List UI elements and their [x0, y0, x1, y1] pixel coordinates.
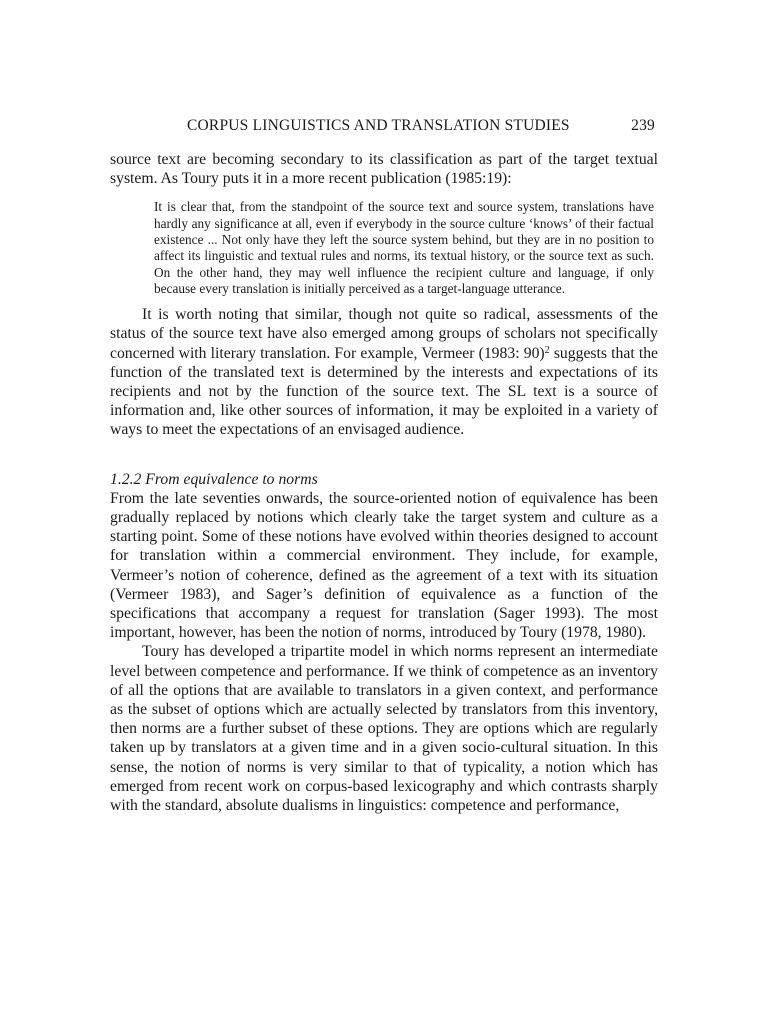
- paragraph-equivalence: From the late seventies onwards, the source-oriented notion of equivalence has been gradually replaced by notions which clearly take the target system and culture as a starting point. Some of these notions have evolved within theories designed to account for translation within a commercial environment. They include, for example, Vermeer’s notion of coherence, defined as the agreement of a text with its situation (Vermeer 1983), and Sager’s definition of equivalence as a function of the specifications that accompany a request for translation (Sager 1993). The most important, however, has been the notion of norms, introduced by Toury (1978, 1980).: [110, 489, 658, 642]
- running-head-title: CORPUS LINGUISTICS AND TRANSLATION STUDIES: [187, 117, 570, 134]
- block-quote: It is clear that, from the standpoint of the source text and source system, translations have hardly any significance at all, even if everybody in the source culture ‘knows’ of their factual existence ... Not only have they left the source system behind, but they are in no position to affect its linguistic and textual rules and norms, its textual history, or the source text as such. On the other hand, they may well influence the recipient culture and language, if only because every translation is initially perceived as a target-language utterance.: [154, 199, 654, 296]
- footnote-marker: 2: [544, 344, 550, 356]
- paragraph-norms: Toury has developed a tripartite model in which norms represent an intermediate level between competence and performance. If we think of competence as an inventory of all the options that are available to translators in a given context, and performance as the subset of options which are actually selected by translators from this inventory, then norms are a further subset of these options. They are options which are regularly taken up by translators at a given time and in a given socio-cultural situation. In this sense, the notion of norms is very similar to that of typicality, a notion which has emerged from recent work on corpus-based lexicography and which contrasts sharply with the standard, absolute dualisms in linguistics: competence and performance,: [110, 643, 658, 815]
- paragraph-vermeer: [110, 305, 658, 439]
- paragraph-continuation: source text are becoming secondary to its classification as part of the target textual system. As Toury puts it in a more recent publication (1985:19):: [110, 151, 658, 188]
- page-number: 239: [631, 117, 655, 134]
- paragraph-vermeer-part-1: It is worth noting that similar, though not quite so radical, assessments of the status of the source text have also emerged among groups of scholars not specifically concerned with literary translation. For example, Vermeer (1983: 90): [110, 306, 658, 362]
- section-heading: 1.2.2 From equivalence to norms: [110, 470, 318, 488]
- paragraph-vermeer-part-2: suggests that the function of the translated text is determined by the interests and expectations of its recipients and not by the function of the source text. The SL text is a source of information and, like other sources of information, it may be exploited in a variety of ways to meet the expectations of an envisaged audience.: [110, 344, 659, 439]
- body-text: [110, 150, 658, 815]
